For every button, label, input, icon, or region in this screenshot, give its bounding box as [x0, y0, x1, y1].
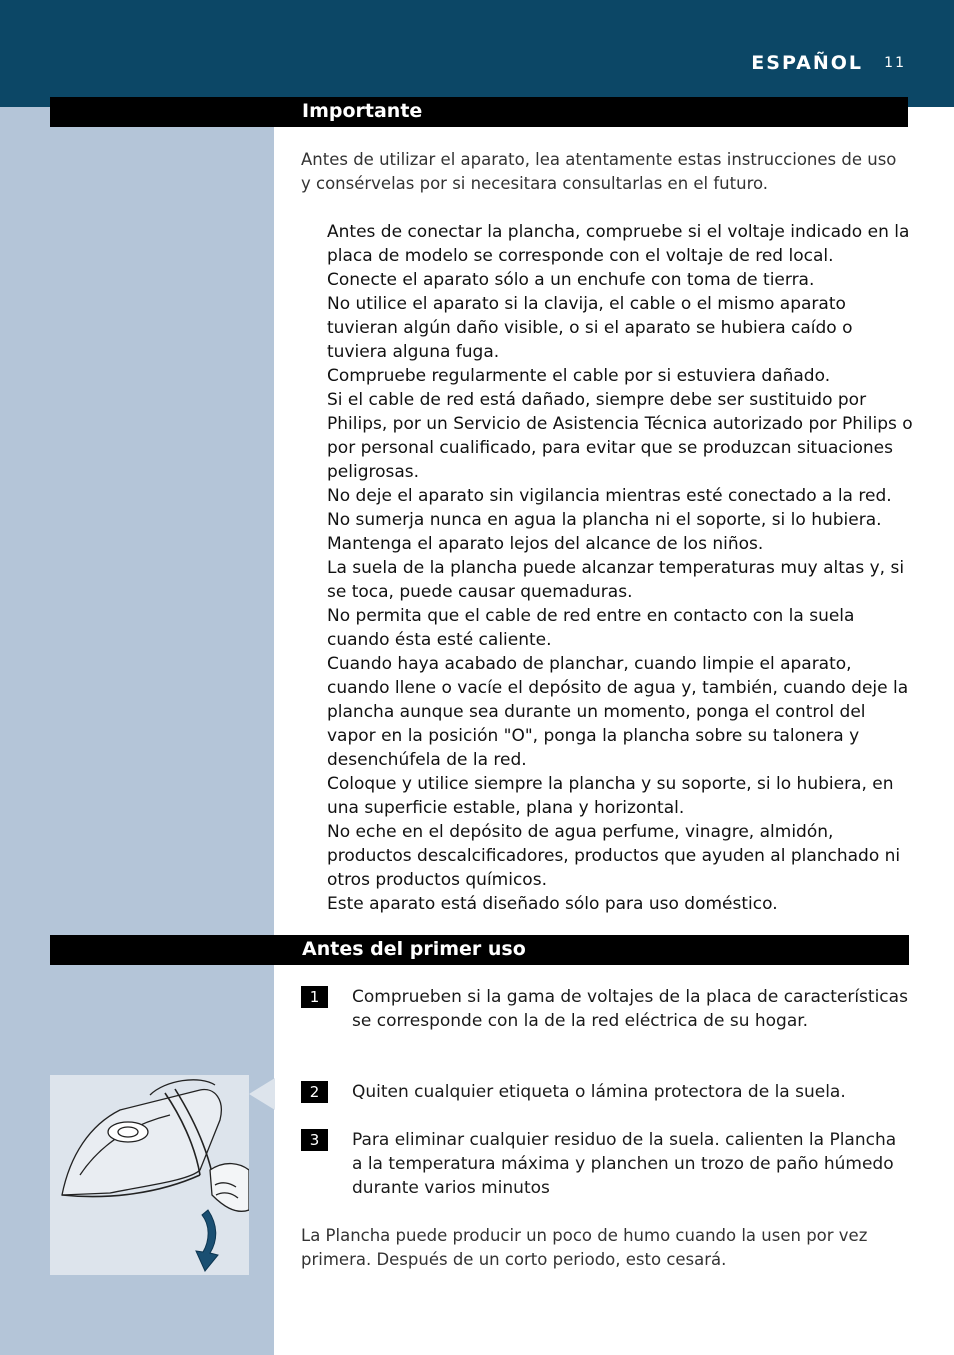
iron-illustration	[50, 1075, 249, 1275]
list-item: No permita que el cable de red entre en contacto con la suela cuando ésta esté caliente.	[327, 606, 855, 650]
section-title: Importante	[302, 100, 423, 122]
intro-paragraph: Antes de utilizar el aparato, lea atentamente estas instrucciones de uso y consérvelas por si necesitara consultarlas en el futuro.	[301, 150, 897, 193]
list-item: No deje el aparato sin vigilancia mientras esté conectado a la red.	[327, 486, 892, 506]
list-item: Este aparato está diseñado sólo para uso doméstico.	[327, 894, 778, 914]
safety-list	[327, 220, 917, 916]
step-text: Quiten cualquier etiqueta o lámina protectora de la suela.	[352, 1082, 846, 1102]
list-item: Conecte el aparato sólo a un enchufe con toma de tierra.	[327, 270, 815, 290]
header-band	[0, 0, 954, 107]
list-item: Mantenga el aparato lejos del alcance de los niños.	[327, 534, 764, 554]
list-item: Coloque y utilice siempre la plancha y su soporte, si lo hubiera, en una superficie estable, plana y horizontal.	[327, 774, 894, 818]
list-item: Cuando haya acabado de planchar, cuando limpie el aparato, cuando llene o vacíe el depósito de agua y, también, cuando deje la plancha aunque sea durante un momento, ponga el control del vapor en la posición "O", ponga la plancha sobre su talonera y desenchúfela de la red.	[327, 654, 909, 770]
illustration-pointer	[249, 1078, 275, 1110]
list-item: No sumerja nunca en agua la plancha ni el soporte, si lo hubiera.	[327, 510, 882, 530]
step-text: Comprueben si la gama de voltajes de la placa de características se corresponde con la de la red eléctrica de su hogar.	[352, 987, 908, 1031]
list-item: La suela de la plancha puede alcanzar temperaturas muy altas y, si se toca, puede causar quemaduras.	[327, 558, 905, 602]
note-paragraph: La Plancha puede producir un poco de humo cuando la usen por vez primera. Después de un corto periodo, esto cesará.	[301, 1226, 868, 1269]
list-item: Compruebe regularmente el cable por si estuviera dañado.	[327, 366, 831, 386]
step-3	[301, 1128, 911, 1200]
section-title: Antes del primer uso	[302, 938, 526, 960]
step-number-badge: 3	[301, 1129, 328, 1151]
step-number-badge: 2	[301, 1081, 328, 1103]
list-item: No eche en el depósito de agua perfume, vinagre, almidón, productos descalcificadores, productos que ayuden al planchado ni otros productos químicos.	[327, 822, 901, 890]
section-heading-importante	[50, 97, 908, 127]
section-heading-antes-del-primer-uso	[50, 935, 909, 965]
page-number: 11	[884, 55, 906, 71]
language-label: ESPAÑOL	[751, 52, 863, 74]
step-text: Para eliminar cualquier residuo de la suela. calienten la Plancha a la temperatura máxima y planchen un trozo de paño húmedo durante varios minutos	[352, 1130, 897, 1198]
step-number-badge: 1	[301, 986, 328, 1008]
list-item: Si el cable de red está dañado, siempre debe ser sustituido por Philips, por un Servicio de Asistencia Técnica autorizado por Philips o por personal cualificado, para evitar que se produzcan situaciones peligrosas.	[327, 390, 913, 482]
list-item: No utilice el aparato si la clavija, el cable o el mismo aparato tuvieran algún daño visible, o si el aparato se hubiera caído o tuviera alguna fuga.	[327, 294, 853, 362]
step-1	[301, 985, 911, 1033]
iron-peel-foil-icon	[50, 1075, 249, 1275]
step-2	[301, 1080, 911, 1104]
list-item: Antes de conectar la plancha, compruebe si el voltaje indicado en la placa de modelo se corresponde con el voltaje de red local.	[327, 222, 910, 266]
